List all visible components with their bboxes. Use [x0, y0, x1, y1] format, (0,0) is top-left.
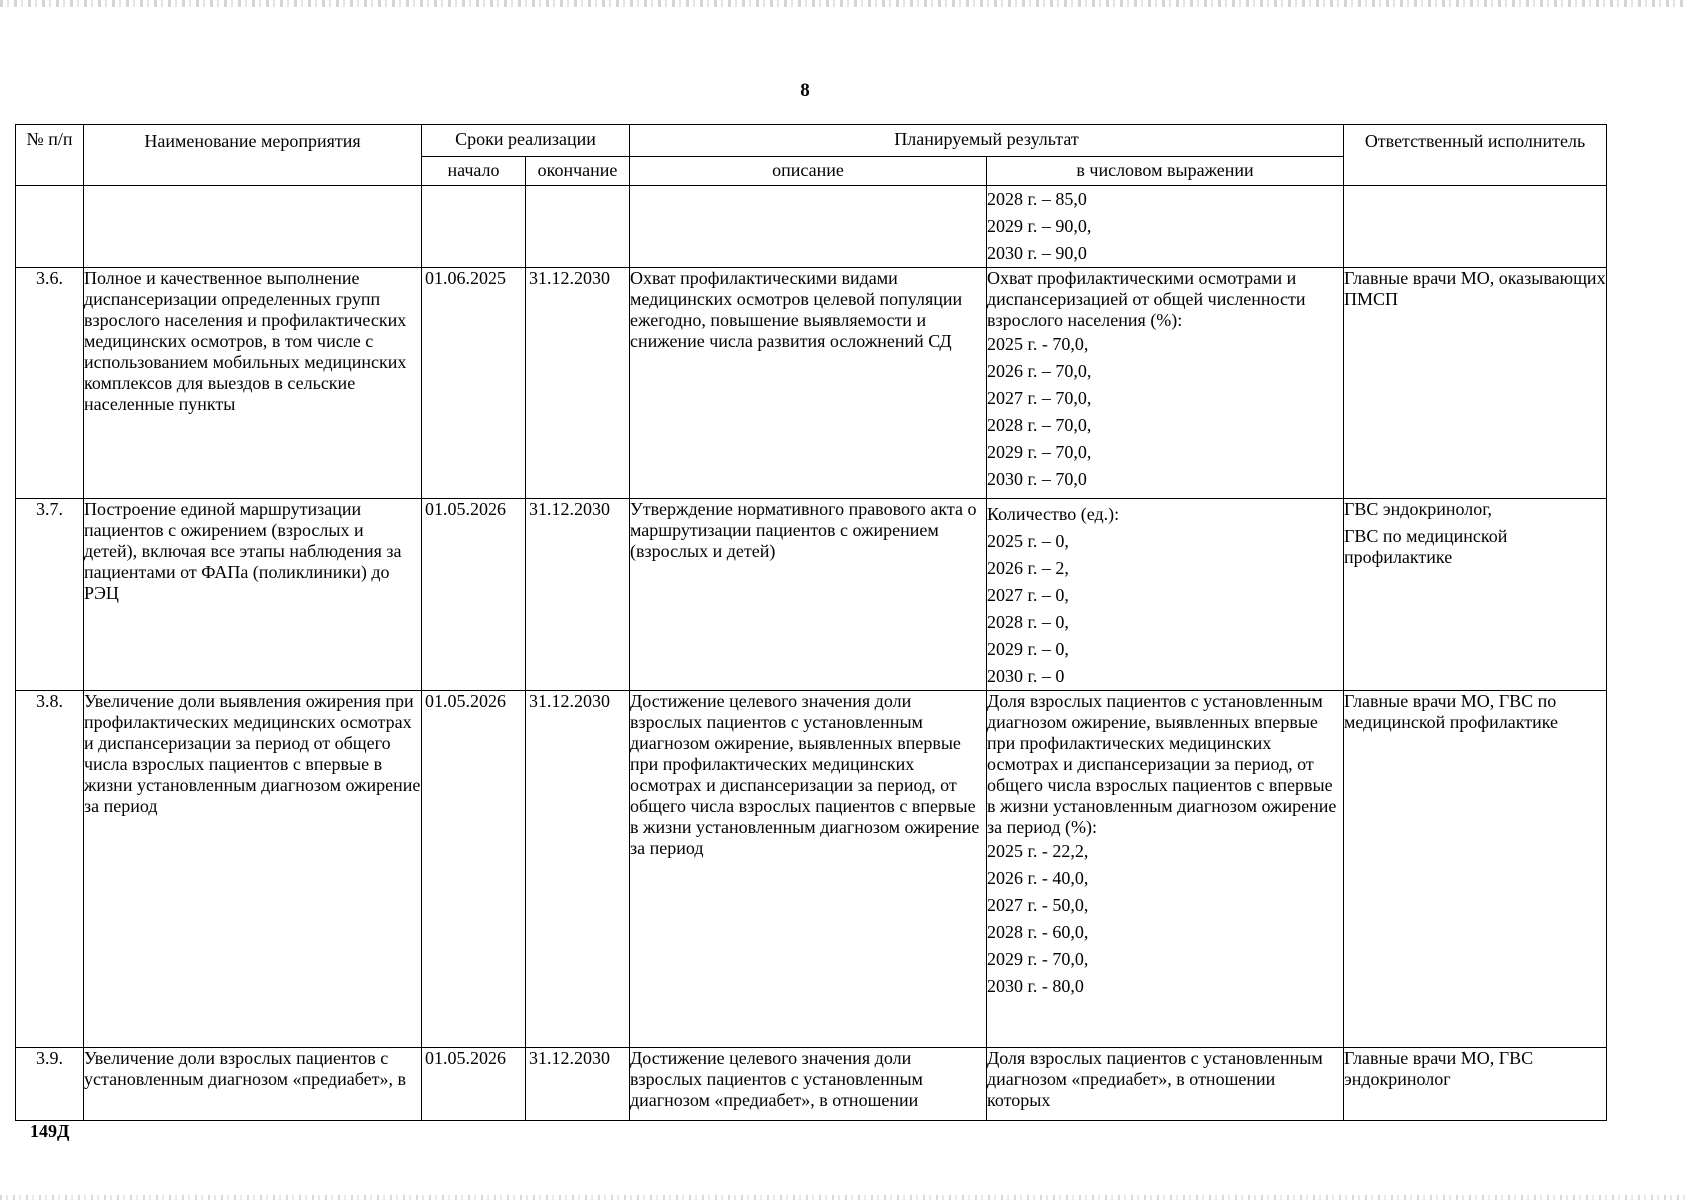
responsible-item: Главные врачи МО, ГВС по медицинской профилактике — [1344, 691, 1558, 732]
header-end: окончание — [526, 156, 630, 185]
row-end: 31.12.2030 — [526, 1048, 630, 1121]
value-line: 2026 г. – 70,0, — [987, 361, 1092, 381]
row-start — [422, 186, 526, 268]
row-start: 01.06.2025 — [422, 268, 526, 499]
value-line: 2029 г. - 70,0, — [987, 949, 1089, 969]
row-description: Достижение целевого значения доли взрослых пациентов с установленным диагнозом ожирение, выявленных впервые при профилактических медицинских осмотрах и диспансеризации за период, от общего числа взрослых пациентов с впервые в жизни установленным диагнозом ожирение за период — [630, 691, 987, 1048]
table-row — [16, 691, 1607, 1048]
row-number: 3.6. — [16, 268, 84, 499]
row-start: 01.05.2026 — [422, 499, 526, 691]
row-responsible — [1344, 268, 1607, 499]
row-numeric — [987, 499, 1344, 691]
row-end: 31.12.2030 — [526, 268, 630, 499]
responsible-item: ГВС эндокринолог, — [1344, 499, 1493, 519]
value-line: 2029 г. – 90,0, — [987, 216, 1092, 236]
table-row — [16, 186, 1607, 268]
value-line: 2027 г. - 50,0, — [987, 895, 1089, 915]
document-code: 149Д — [30, 1121, 70, 1141]
responsible-item: ГВС по медицинской профилактике — [1344, 526, 1508, 567]
row-number: 3.7. — [16, 499, 84, 691]
numeric-intro: Доля взрослых пациентов с установленным диагнозом «предиабет», в отношении которых — [987, 1048, 1323, 1110]
header-result: Планируемый результат — [630, 125, 1344, 157]
value-line: 2028 г. – 85,0 — [987, 189, 1087, 209]
row-start: 01.05.2026 — [422, 1048, 526, 1121]
value-line: 2030 г. – 90,0 — [987, 243, 1087, 263]
row-number — [16, 186, 84, 268]
header-terms: Сроки реализации — [422, 125, 630, 157]
row-start: 01.05.2026 — [422, 691, 526, 1048]
plan-table — [15, 124, 1607, 1121]
value-line: 2026 г. – 2, — [987, 558, 1069, 578]
table-row — [16, 499, 1607, 691]
value-line: 2027 г. – 0, — [987, 585, 1069, 605]
page-number: 8 — [800, 80, 810, 101]
header-num: № п/п — [16, 125, 84, 186]
row-end: 31.12.2030 — [526, 499, 630, 691]
row-numeric — [987, 1048, 1344, 1121]
header-description: описание — [630, 156, 987, 185]
row-responsible — [1344, 499, 1607, 691]
scan-edge-bottom — [0, 1195, 1686, 1200]
row-description: Утверждение нормативного правового акта о маршрутизации пациентов с ожирением (взрослых и детей) — [630, 499, 987, 691]
row-end — [526, 186, 630, 268]
value-line: 2025 г. - 70,0, — [987, 334, 1089, 354]
header-name: Наименование мероприятия — [84, 125, 422, 186]
value-line: 2025 г. – 0, — [987, 531, 1069, 551]
row-numeric — [987, 186, 1344, 268]
numeric-intro: Охват профилактическими осмотрами и диспансеризацией от общей численности взрослого населения (%): — [987, 268, 1306, 330]
value-line: 2028 г. – 0, — [987, 612, 1069, 632]
row-name: Полное и качественное выполнение диспансеризации определенных групп взрослого населения и профилактических медицинских осмотров, в том числе с использованием мобильных медицинских комплексов для выездов в сельские населенные пункты — [84, 268, 422, 499]
value-line: 2030 г. – 70,0 — [987, 469, 1087, 489]
value-line: Количество (ед.): — [987, 504, 1120, 524]
table-row — [16, 1048, 1607, 1121]
value-line: 2030 г. – 0 — [987, 666, 1065, 686]
row-name: Увеличение доли взрослых пациентов с установленным диагнозом «предиабет», в — [84, 1048, 422, 1121]
row-responsible — [1344, 691, 1607, 1048]
table-row — [16, 268, 1607, 499]
value-line: 2027 г. – 70,0, — [987, 388, 1092, 408]
value-line: 2026 г. - 40,0, — [987, 868, 1089, 888]
value-line: 2028 г. - 60,0, — [987, 922, 1089, 942]
row-number: 3.8. — [16, 691, 84, 1048]
header-start: начало — [422, 156, 526, 185]
value-line: 2028 г. – 70,0, — [987, 415, 1092, 435]
row-description — [630, 186, 987, 268]
row-number: 3.9. — [16, 1048, 84, 1121]
value-line: 2029 г. – 70,0, — [987, 442, 1092, 462]
header-row-1 — [16, 125, 1607, 157]
value-line: 2030 г. - 80,0 — [987, 976, 1084, 996]
row-responsible — [1344, 1048, 1607, 1121]
row-description: Достижение целевого значения доли взрослых пациентов с установленным диагнозом «предиабет», в отношении — [630, 1048, 987, 1121]
header-responsible: Ответственный исполнитель — [1344, 125, 1607, 186]
value-line: 2029 г. – 0, — [987, 639, 1069, 659]
row-name: Построение единой маршрутизации пациентов с ожирением (взрослых и детей), включая все этапы наблюдения за пациентами от ФАПа (поликлиники) до РЭЦ — [84, 499, 422, 691]
row-name — [84, 186, 422, 268]
value-line: 2025 г. - 22,2, — [987, 841, 1089, 861]
scan-edge-top — [0, 0, 1686, 7]
responsible-item: Главные врачи МО, ГВС эндокринолог — [1344, 1048, 1534, 1089]
row-numeric — [987, 691, 1344, 1048]
row-description: Охват профилактическими видами медицинских осмотров целевой популяции ежегодно, повышение выявляемости и снижение числа развития осложнений СД — [630, 268, 987, 499]
row-responsible — [1344, 186, 1607, 268]
header-numeric: в числовом выражении — [987, 156, 1344, 185]
numeric-intro: Доля взрослых пациентов с установленным диагнозом ожирение, выявленных впервые при профилактических медицинских осмотрах и диспансеризации за период, от общего числа взрослых пациентов с впервые в жизни установленным диагнозом ожирение за период (%): — [987, 691, 1337, 837]
row-name: Увеличение доли выявления ожирения при профилактических медицинских осмотрах и диспансеризации за период от общего числа взрослых пациентов с впервые в жизни установленным диагнозом ожирение за период — [84, 691, 422, 1048]
row-end: 31.12.2030 — [526, 691, 630, 1048]
row-numeric — [987, 268, 1344, 499]
responsible-item: Главные врачи МО, оказывающих ПМСП — [1344, 268, 1606, 309]
